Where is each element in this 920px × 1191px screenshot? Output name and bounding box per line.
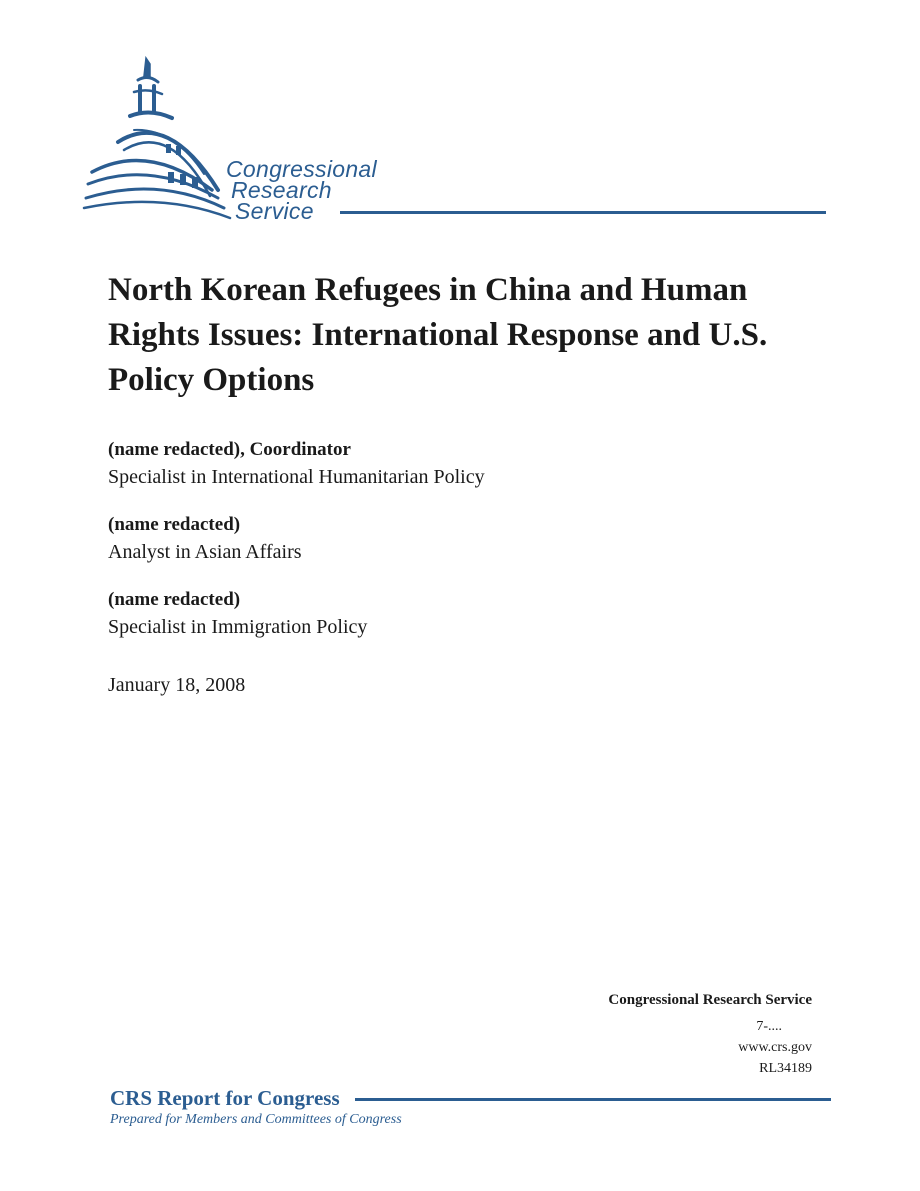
crs-info-block bbox=[608, 990, 812, 1079]
logo-text-congressional: Congressional bbox=[226, 156, 377, 182]
crs-org-name: Congressional Research Service bbox=[608, 992, 812, 1008]
header-rule bbox=[340, 211, 826, 214]
capitol-dome-icon bbox=[78, 50, 248, 222]
author-1-name: (name redacted), Coordinator bbox=[108, 439, 351, 460]
logo-text-research: Research bbox=[231, 177, 332, 203]
author-2-role: Analyst in Asian Affairs bbox=[108, 541, 302, 563]
crs-report-number: RL34189 bbox=[759, 1061, 812, 1076]
logo-text-service: Service bbox=[235, 198, 314, 224]
footer-subtitle: Prepared for Members and Committees of Congress bbox=[110, 1112, 402, 1127]
author-1-role: Specialist in International Humanitarian Policy bbox=[108, 466, 485, 488]
author-2-name: (name redacted) bbox=[108, 514, 241, 535]
crs-pages: 7-.... bbox=[756, 1019, 782, 1034]
author-3-name: (name redacted) bbox=[108, 589, 241, 610]
author-3-role: Specialist in Immigration Policy bbox=[108, 616, 368, 638]
footer-title: CRS Report for Congress bbox=[110, 1086, 340, 1110]
document-date: January 18, 2008 bbox=[108, 674, 246, 696]
crs-website-link[interactable]: www.crs.gov bbox=[738, 1040, 812, 1055]
footer-rule bbox=[355, 1098, 831, 1101]
document-title: North Korean Refugees in China and Human Rights Issues: International Response and U.S. Policy Options bbox=[108, 272, 768, 398]
